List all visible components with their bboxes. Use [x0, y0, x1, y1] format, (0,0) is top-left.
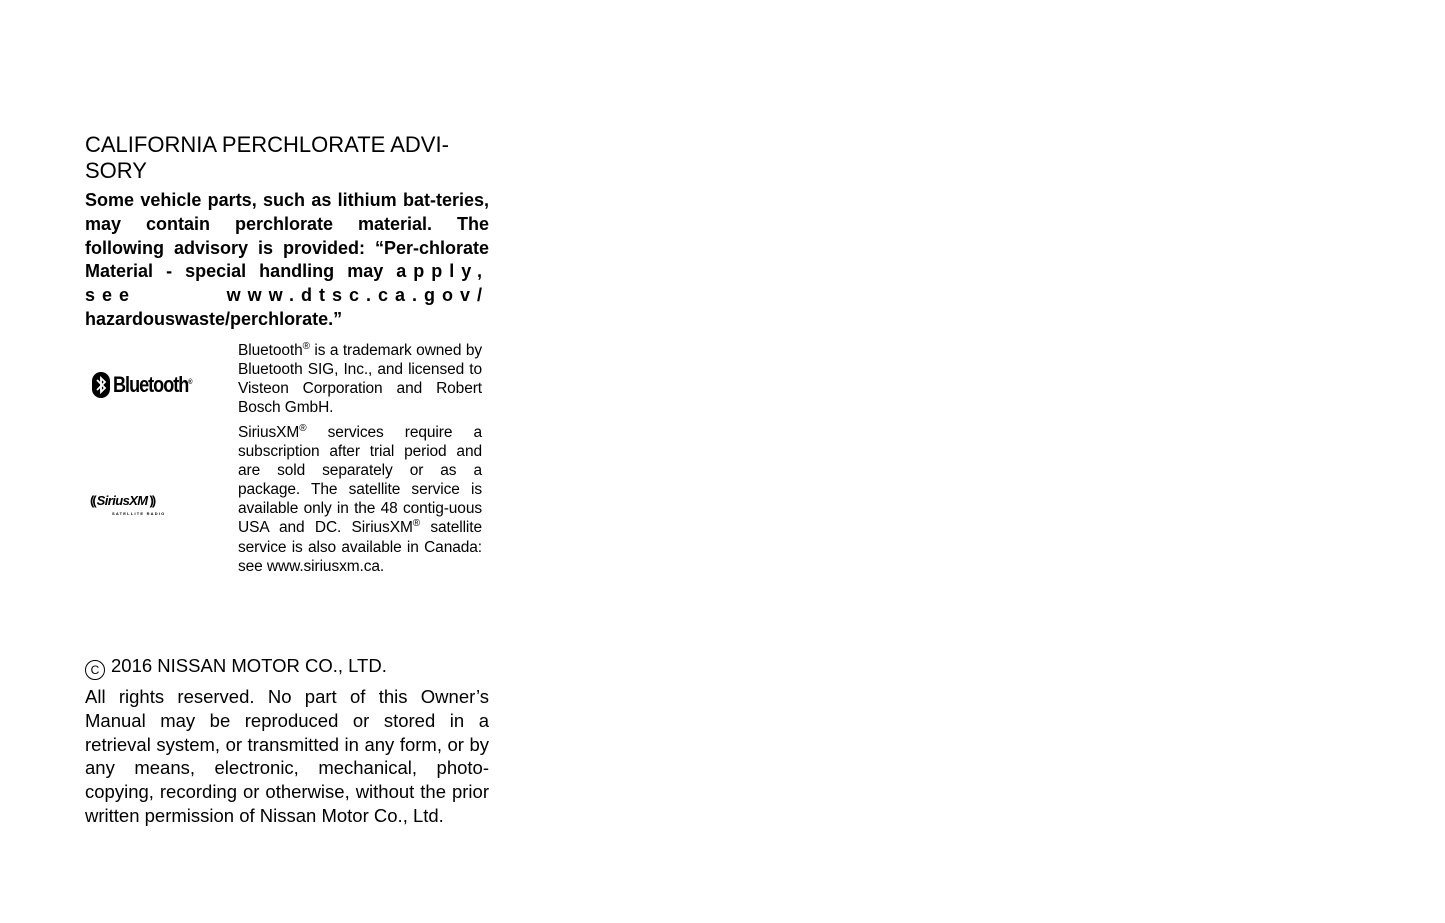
- siriusxm-text-body2: satellite service is also available in Canada: see www.siriusxm.ca.: [238, 519, 482, 575]
- copyright-icon: C: [85, 660, 105, 680]
- siriusxm-text-reg2: ®: [412, 518, 421, 530]
- siriusxm-wave-right-icon: )): [149, 493, 155, 508]
- copyright-line: [85, 654, 489, 680]
- copyright-text: 2016 NISSAN MOTOR CO., LTD.: [111, 655, 387, 676]
- advisory-heading-line2: SORY: [85, 158, 147, 183]
- bluetooth-text-reg: ®: [302, 341, 310, 352]
- bluetooth-rune-icon: [92, 372, 110, 398]
- siriusxm-logo: [90, 491, 180, 525]
- advisory-heading-line1: CALIFORNIA PERCHLORATE ADVI-: [85, 132, 449, 157]
- siriusxm-wordmark: SiriusXM: [96, 493, 148, 508]
- advisory-url-end: hazardouswaste/perchlorate.”: [85, 308, 343, 329]
- bluetooth-wordmark: [113, 372, 192, 398]
- siriusxm-text-reg: ®: [299, 423, 307, 434]
- bluetooth-logo: [92, 370, 202, 400]
- rights-reserved-text: All rights reserved. No part of this Owner’s Manual may be reproduced or stored in a retrieval system, or transmitted in any form, or by any means, electronic, mechanical, photo-copying, recording or otherwise, without the prior written permission of Nissan Motor Co., Ltd.: [85, 686, 489, 826]
- bluetooth-trademark-text: [238, 341, 482, 417]
- advisory-url-line: apply, see www.dtsc.ca.gov/: [85, 261, 489, 306]
- siriusxm-text-name: SiriusXM: [238, 424, 300, 441]
- advisory-heading: [85, 132, 489, 184]
- siriusxm-text-body1: services require a subscription after trial period and are sold separately or as a package. The satellite service is available only in the 48 contig-uous USA and DC. SiriusXM: [238, 424, 482, 537]
- bluetooth-text-name: Bluetooth: [238, 342, 303, 359]
- siriusxm-tagline: SATELLITE RADIO: [112, 511, 166, 516]
- bluetooth-logo-text: Bluetooth: [113, 372, 189, 397]
- bluetooth-logo-reg: ®: [188, 379, 192, 386]
- siriusxm-wave-left-icon: ((: [90, 493, 95, 508]
- advisory-body: [85, 189, 489, 332]
- advisory-body-text: Some vehicle parts, such as lithium bat-teries, may contain perchlorate material. The following advisory is provided: “Per-chlorate Material - special handling may: [85, 190, 489, 282]
- bluetooth-text-body: is a trademark owned by Bluetooth SIG, Inc., and licensed to Visteon Corporation and Robert Bosch GmbH.: [238, 342, 482, 417]
- siriusxm-service-text: [238, 423, 482, 576]
